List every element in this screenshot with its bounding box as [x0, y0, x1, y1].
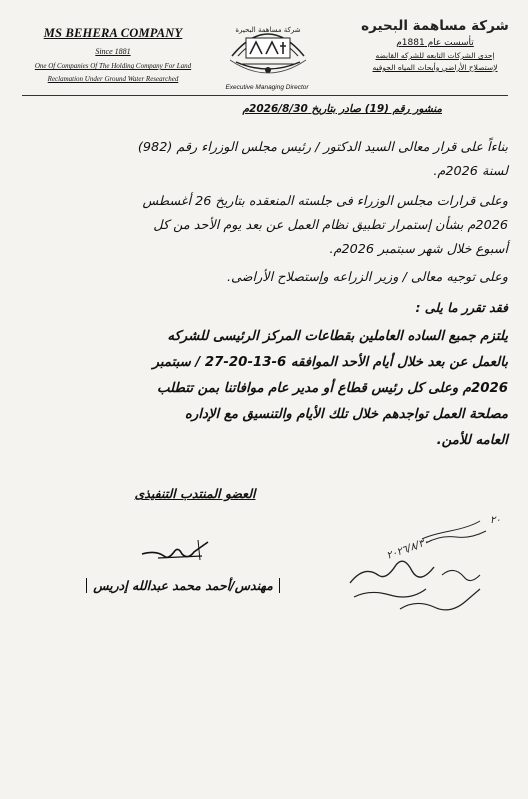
signatory-name	[48, 578, 318, 593]
paragraph-1-line-2: لسنة 2026م.	[433, 164, 508, 179]
paragraph-2-line-2: 2026م بشأن إستمرار تطبيق نظام العمل عن بعد يوم الأحد من كل	[153, 218, 508, 233]
signatory-name-text: مهندس/أحمد محمد عبدالله إدريس	[86, 578, 280, 593]
company-name-ar: شركة مساهمة البحيره	[361, 18, 509, 34]
decree-line-4: مصلحة العمل تواجدهم خلال تلك الأيام والتنسيق مع الإداره	[184, 407, 508, 422]
paragraph-1	[22, 136, 508, 184]
affiliation-line-2: لإستصلاح الأراضي وأبحاث المياه الجوفيه	[372, 63, 498, 72]
handwritten-signature	[138, 530, 218, 564]
company-name-en: MS BEHERA COMPANY	[43, 26, 183, 40]
circular-number: منشور رقم (19) صادر بتاريخ 2026/8/30م	[242, 103, 442, 115]
logo-text: شركة مساهمة البحيرة	[235, 26, 301, 34]
letterhead-english	[24, 26, 202, 83]
holding-line: One Of Companies Of The Holding Company For Land	[34, 62, 192, 70]
logo-caption: Executive Managing Director	[225, 84, 309, 91]
paragraph-3	[22, 266, 508, 290]
handwritten-annotations	[330, 505, 510, 625]
signatory-title: العضو المنتدب التنفيذى	[134, 486, 256, 501]
founded-line: تأسست عام 1881م	[396, 38, 474, 48]
decision-heading: فقد تقرر ما يلى :	[415, 300, 508, 315]
paragraph-2-line-3: أسبوع خلال شهر سبتمبر 2026م.	[329, 242, 508, 257]
decree-line-1: يلتزم جميع الساده العاملين بقطاعات المركز الرئيسى للشركه	[167, 329, 508, 344]
decree-body	[22, 324, 508, 454]
paragraph-1-line-1: بناءاً على قرار معالى السيد الدكتور / رئيس مجلس الوزراء رقم (982)	[137, 140, 508, 155]
decree-line-5: العامه للأمن.	[436, 433, 508, 448]
since-line: Since 1881	[95, 47, 131, 56]
decree-line-3: 2026م وعلى كل رئيس قطاع أو مدير عام موافاتنا بمن تتطلب	[156, 381, 508, 396]
header-divider	[22, 95, 508, 96]
handwritten-date: ٢٠٢٦/٨/٣٠	[385, 536, 431, 562]
decree-line-2: بالعمل عن بعد خلال أيام الأحد الموافقه 6-13-20-27 / سبتمبر	[152, 355, 508, 370]
reclamation-line: Reclamation Under Ground Water Researched	[47, 75, 179, 83]
company-logo	[224, 16, 312, 82]
marginal-number: ٢٠	[490, 515, 501, 526]
affiliation-line-1: إحدى الشركات التابعه للشركه القابضه	[375, 51, 495, 60]
paragraph-3-line-1: وعلى توجيه معالى / وزير الزراعه وإستصلاح الأراضى.	[226, 270, 508, 285]
letterhead-arabic	[360, 18, 510, 72]
paragraph-2-line-1: وعلى قرارات مجلس الوزراء فى جلسته المنعقده بتاريخ 26 أغسطس	[142, 194, 508, 209]
paragraph-2	[22, 190, 508, 262]
